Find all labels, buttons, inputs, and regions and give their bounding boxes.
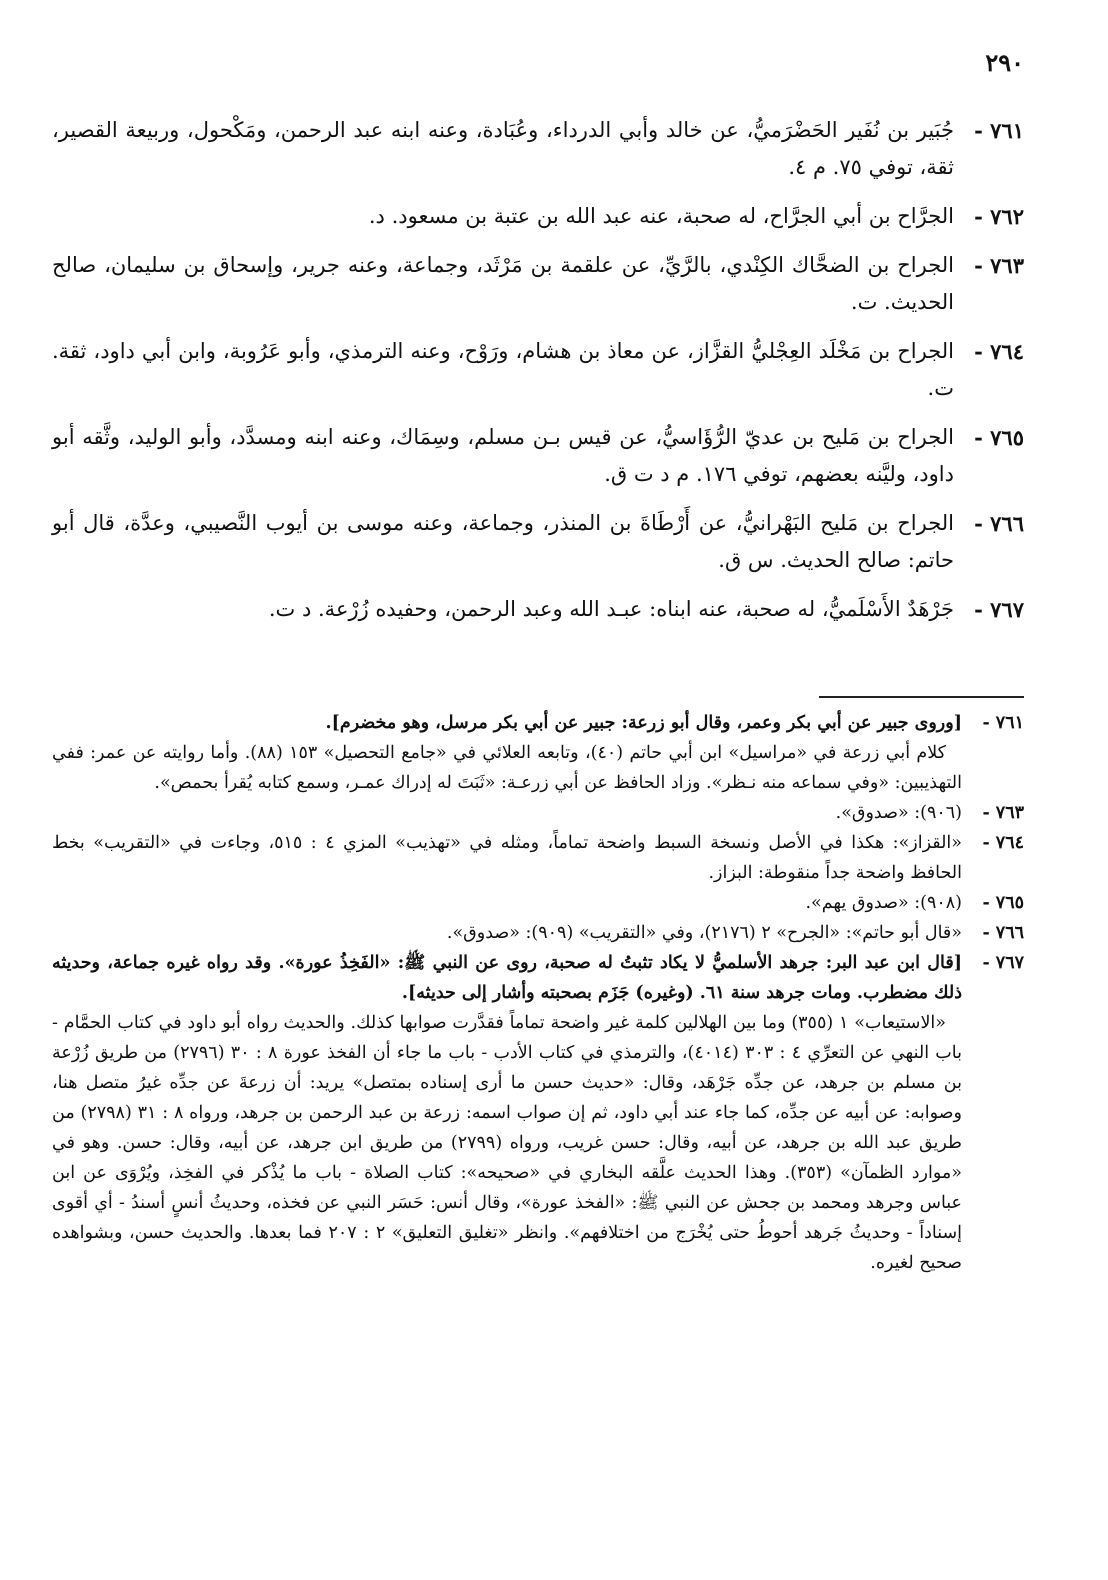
note-767 bbox=[52, 948, 1024, 1278]
entry-text: الجراح بن مَليح البَهْرانيُّ، عن أَرْطَاةَ بن المنذر، وجماعة، وعنه موسى بن أيوب النَّصيبي، وعدَّة، قال أبو حاتم: صالح الحديث. س ق. bbox=[52, 511, 954, 572]
note-765 bbox=[52, 888, 1024, 918]
note-paragraph: كلام أبي زرعة في «مراسيل» ابن أبي حاتم (٤٠)، وتابعه العلائي في «جامع التحصيل» ١٥٣ (٨٨). وأما روايته عن عمر: ففي التهذيبين: «وفي سماعه منه نـظر». وزاد الحافظ عن أبي زرعـة: «ثَبَتَ له إدراك عمـر، وسمع كتابه يُقرأ بحمص». bbox=[52, 743, 962, 793]
entry-text: الجراح بن الضحَّاك الكِنْدي، بالرَّيِّ، عن علقمة بن مَرْثَد، وجماعة، وعنه جرير، وإسحاق بن سليمان، صالح الحديث. ت. bbox=[52, 253, 954, 314]
entry-761 bbox=[52, 112, 1024, 186]
note-bold-text: [وروى جبير عن أبي بكر وعمر، وقال أبو زرعة: جبير عن أبي بكر مرسل، وهو مخضرم]. bbox=[325, 713, 962, 733]
entry-767 bbox=[52, 591, 1024, 628]
entry-765 bbox=[52, 419, 1024, 493]
note-paragraph: (٩٠٨): «صدوق يهم». bbox=[805, 893, 962, 913]
entry-number: ٧٦٣ - bbox=[974, 253, 1024, 278]
entry-763 bbox=[52, 247, 1024, 321]
entry-text: الجرَّاح بن أبي الجرَّاح، له صحبة، عنه عبد الله بن عتبة بن مسعود. د. bbox=[368, 204, 954, 228]
biography-entries bbox=[52, 112, 1024, 640]
entry-number: ٧٦٧ - bbox=[974, 597, 1024, 622]
note-paragraph: «القزاز»: هكذا في الأصل ونسخة السبط واضحة تماماً، ومثله في «تهذيب» المزي ٤ : ٥١٥، وجاءت في «التقريب» بخط الحافظ واضحة جداً منقوطة: البزاز. bbox=[52, 833, 963, 883]
note-number: ٧٦١ - bbox=[982, 713, 1024, 733]
note-paragraph: (٩٠٦): «صدوق». bbox=[835, 803, 962, 823]
note-766 bbox=[52, 918, 1024, 948]
book-page bbox=[52, 48, 1024, 1548]
note-number: ٧٦٦ - bbox=[982, 923, 1024, 943]
note-764 bbox=[52, 828, 1024, 888]
note-number: ٧٦٥ - bbox=[982, 893, 1024, 913]
note-number: ٧٦٧ - bbox=[982, 953, 1024, 973]
entry-number: ٧٦٢ - bbox=[974, 204, 1024, 229]
entry-text: الجراح بن مَليح بن عديّ الرُّؤَاسيُّ، عن قيس بـن مسلم، وسِمَاك، وعنه ابنه ومسدَّد، وأبو الوليد، وثَّقه أبو داود، وليَّنه بعضهم، توفي ١٧٦. م د ت ق. bbox=[52, 425, 954, 486]
entry-text: الجراح بن مَخْلَد العِجْليُّ القزَّاز، عن معاذ بن هشام، ورَوْح، وعنه الترمذي، وأبو عَرُوبة، وابن أبي داود، ثقة. ت. bbox=[52, 339, 954, 400]
entry-764 bbox=[52, 333, 1024, 407]
entry-number: ٧٦٦ - bbox=[974, 511, 1024, 536]
note-number: ٧٦٤ - bbox=[982, 833, 1024, 853]
entry-number: ٧٦٥ - bbox=[974, 425, 1024, 450]
footnote-divider bbox=[819, 696, 1024, 698]
note-761 bbox=[52, 708, 1024, 798]
entry-number: ٧٦٤ - bbox=[974, 339, 1024, 364]
entry-762 bbox=[52, 198, 1024, 235]
entry-text: جُبَير بن نُفَير الحَضْرَميُّ، عن خالد وأبي الدرداء، وعُبَادة، وعنه ابنه عبد الرحمن، ومَكْحول، وربيعة القصير، ثقة، توفي ٧٥. م ٤. bbox=[52, 118, 954, 179]
note-number: ٧٦٣ - bbox=[982, 803, 1024, 823]
note-bold-text: [قال ابن عبد البر: جرهد الأسلميُّ لا يكاد تثبتُ له صحبة، روى عن النبي ﷺ: «الفَخِذُ عورة». وقد رواه غيره جماعة، وحديثه ذلك مضطرب. ومات جرهد سنة ٦١. (وغيره) جَزَم بصحبته وأشار إلى حديثه]. bbox=[52, 953, 962, 1003]
entry-766 bbox=[52, 505, 1024, 579]
entry-text: جَرْهَدٌ الأَسْلَميُّ، له صحبة، عنه ابناه: عبـد الله وعبد الرحمن، وحفيده زُرْعة. د ت. bbox=[268, 597, 954, 621]
note-763 bbox=[52, 798, 1024, 828]
note-paragraph: «قال أبو حاتم»: «الجرح» ٢ (٢١٧٦)، وفي «التقريب» (٩٠٩): «صدوق». bbox=[446, 923, 962, 943]
note-paragraph: «الاستيعاب» ١ (٣٥٥) وما بين الهلالين كلمة غير واضحة تماماً فقدَّرت صوابها كذلك. والحديث رواه أبو داود في كتاب الحمَّام - باب النهي عن التعرِّي ٤ : ٣٠٣ (٤٠١٤)، والترمذي في كتاب الأدب - باب ما جاء أن الفخذ عورة ٨ : ٣٠ (٢٧٩٦) من طريق زُرْعة بن مسلم بن جرهد، عن جدِّه جَرْهَد، وقال: «حديث حسن ما أرى إسناده بمتصل» يريد: أن زرعةَ عن جدِّه غيرُ متصل هنا، وصوابه: عن أبيه عن جدِّه، كما جاء عند أبي داود، ثم إن صواب اسمه: زرعة بن عبد الرحمن بن جرهد، ورواه ٨ : ٣١ (٢٧٩٨) من طريق عبد الله بن جرهد، عن أبيه، وقال: حسن غريب، ورواه (٢٧٩٩) من طريق ابن جرهد، عن أبيه، وقال: حسن. وهو في «موارد الظمآن» (٣٥٣). وهذا الحديث علَّقه البخاري في «صحيحه»: كتاب الصلاة - باب ما يُذْكر في الفخِذ، ويُرْوَى عن ابن عباس وجرهد ومحمد بن جحش عن النبي ﷺ: «الفخذ عورة»، وقال أنس: حَسَر النبي عن فخذه، وحديثُ أنسٍ أسندُ - أي أقوى إسناداً - وحديثُ جَرهد أحوطُ حتى يُخْرَج من اختلافهم». وانظر «تغليق التعليق» ٢ : ٢٠٧ فما بعدها. والحديث حسن، وبشواهده صحيح لغيره. bbox=[52, 1013, 963, 1273]
entry-number: ٧٦١ - bbox=[974, 118, 1024, 143]
footnotes bbox=[52, 708, 1024, 1278]
page-number: ٢٩٠ bbox=[985, 48, 1024, 77]
